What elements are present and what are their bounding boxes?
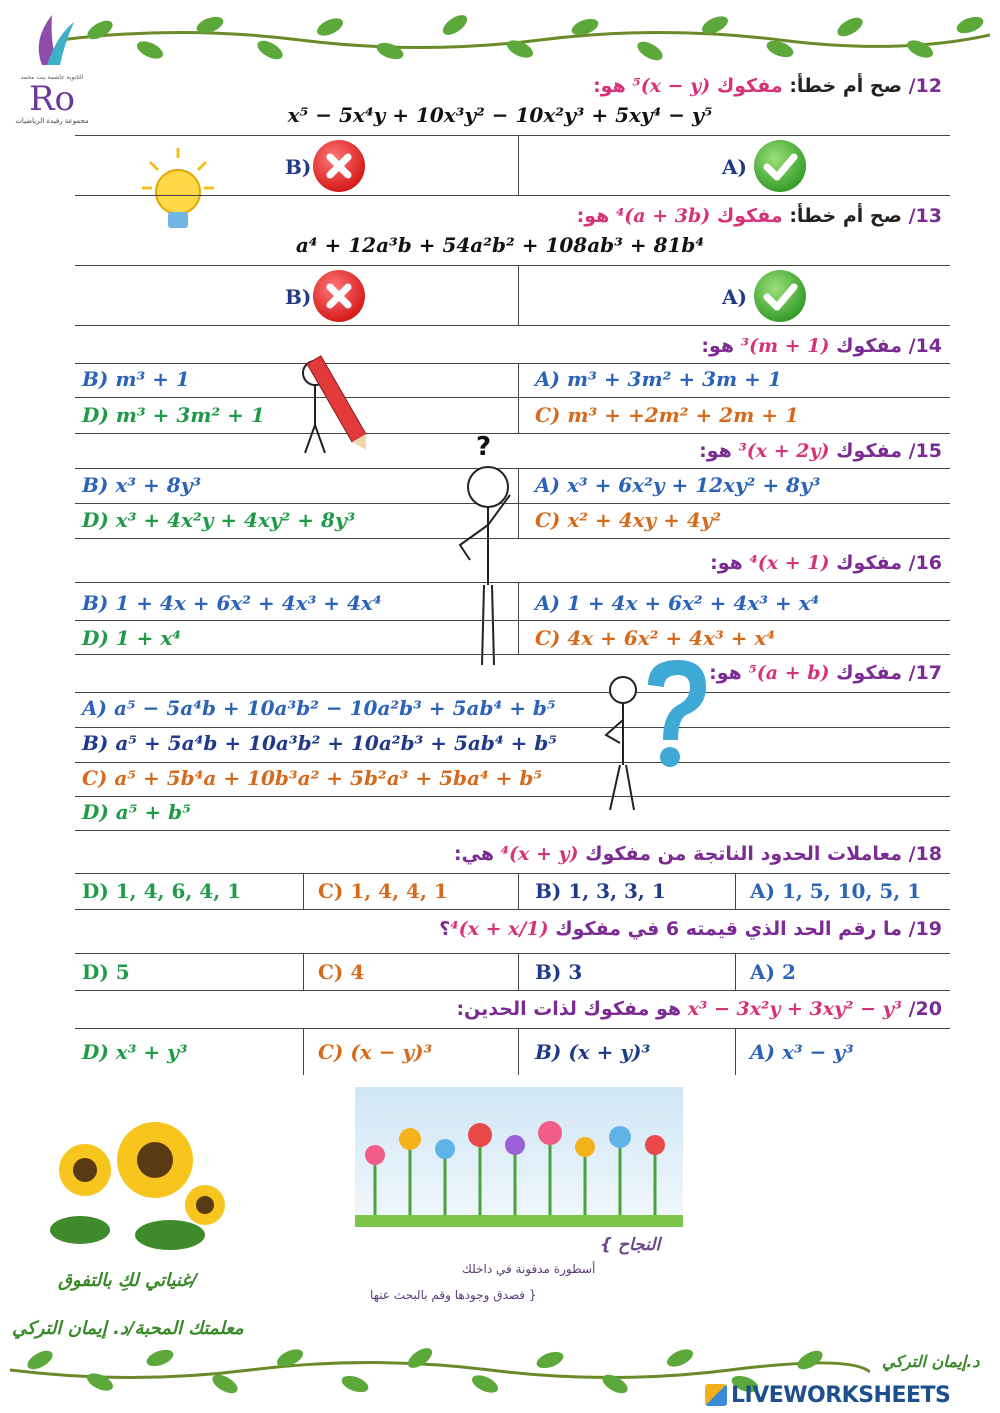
q12-prefix: صح أم خطأ: (789, 75, 902, 97)
divider (518, 873, 519, 909)
divider (75, 727, 950, 728)
q16-option-b[interactable]: B) 1 + 4x + 6x² + 4x³ + 4x⁴ (82, 591, 382, 615)
q12-expression: (x − y)⁵ (632, 75, 711, 97)
q15-option-b[interactable]: B) x³ + 8y³ (82, 473, 201, 497)
success-title: { النجاح (600, 1235, 661, 1255)
q18-text: معاملات الحدود الناتجة من مفكوك (585, 843, 902, 865)
divider (75, 195, 950, 196)
divider (75, 325, 950, 326)
question-15 (699, 440, 942, 462)
signature: د.إيمان التركي (882, 1352, 980, 1371)
success-line-1: أسطورة مدفونة في داخلك (462, 1262, 596, 1276)
divider (518, 582, 519, 654)
q12-option-a-label: A) (722, 155, 747, 179)
q20-option-b[interactable]: B) (x + y)³ (535, 1040, 651, 1064)
q14-option-a[interactable]: A) m³ + 3m² + 3m + 1 (535, 367, 782, 391)
divider (75, 953, 950, 954)
q20-text: هو مفكوك لذات الحدين: (456, 998, 682, 1020)
q16-option-d[interactable]: D) 1 + x⁴ (82, 626, 182, 650)
q12-middle: مفكوك (716, 75, 783, 97)
lightbulb-icon (138, 140, 218, 240)
q15-number: 15/ (908, 440, 942, 462)
divider (518, 1028, 519, 1075)
divider (75, 1028, 950, 1029)
sunflowers-image (30, 1110, 230, 1260)
q17-number: 17/ (908, 662, 942, 684)
school-logo (12, 10, 92, 150)
divider (75, 620, 950, 621)
q20-expression: x³ − 3x²y + 3xy² − y³ (687, 998, 902, 1020)
q16-expression: (1 + x)⁴ (749, 552, 830, 574)
q12-suffix: هو: (593, 75, 626, 97)
divider (735, 953, 736, 990)
q14-number: 14/ (908, 335, 942, 357)
q14-option-d[interactable]: D) m³ + 3m² + 1 (82, 403, 265, 427)
question-18 (454, 843, 942, 865)
true-check-icon[interactable] (754, 270, 806, 322)
divider (75, 830, 950, 831)
q20-number: 20/ (908, 998, 942, 1020)
q16-number: 16/ (908, 552, 942, 574)
q12-equation: x⁵ − 5x⁴y + 10x³y² − 10x²y³ + 5xy⁴ − y⁵ (287, 103, 713, 127)
divider (75, 363, 950, 364)
divider (735, 873, 736, 909)
q18-expression: (x + y)⁴ (500, 843, 579, 865)
q19-option-c[interactable]: C) 4 (318, 960, 365, 984)
pencil-figure-icon (290, 345, 380, 460)
divider (75, 873, 950, 874)
q14-option-c[interactable]: C) m³ + +2m² + 2m + 1 (535, 403, 799, 427)
q17-option-b[interactable]: B) a⁵ + 5a⁴b + 10a³b² + 10a²b³ + 5ab⁴ + b⁵ (82, 731, 558, 755)
q15-option-d[interactable]: D) x³ + 4x²y + 4xy² + 8y³ (82, 508, 356, 532)
divider (303, 873, 304, 909)
wish-text: غنياتي لكِ بالتفوق/ (58, 1270, 198, 1291)
q17-option-a[interactable]: A) a⁵ − 5a⁴b + 10a³b² − 10a²b³ + 5ab⁴ + b⁵ (82, 696, 556, 720)
q18-suffix: هي: (454, 843, 495, 865)
q20-option-d[interactable]: D) x³ + y³ (82, 1040, 188, 1064)
false-x-icon[interactable] (313, 140, 365, 192)
q19-option-d[interactable]: D) 5 (82, 960, 130, 984)
question-17 (709, 662, 942, 684)
thinking-figure-icon (440, 425, 530, 670)
q19-option-a[interactable]: A) 2 (750, 960, 796, 984)
q18-option-b[interactable]: B) 1, 3, 3, 1 (535, 879, 666, 903)
q17-middle: مفكوك (836, 662, 902, 684)
logo-top-caption: الثانوية عاشمة بنت محمد (20, 74, 84, 81)
q16-suffix: هو: (710, 552, 743, 574)
q12-number: 12/ (908, 75, 942, 97)
top-vine-decoration (60, 5, 990, 65)
q19-option-b[interactable]: B) 3 (535, 960, 583, 984)
liveworksheets-brand[interactable] (705, 1380, 950, 1410)
q14-option-b[interactable]: B) m³ + 1 (82, 367, 190, 391)
divider (735, 1028, 736, 1075)
q14-middle: مفكوك (836, 335, 902, 357)
question-14 (701, 335, 942, 357)
q17-suffix: هو: (709, 662, 742, 684)
true-check-icon[interactable] (754, 140, 806, 192)
divider (75, 135, 950, 136)
success-line-2: فصدق وجودها وقم بالبحث عنها } (370, 1288, 537, 1302)
q18-option-d[interactable]: D) 1, 4, 6, 4, 1 (82, 879, 242, 903)
q16-option-a[interactable]: A) 1 + 4x + 6x² + 4x³ + x⁴ (535, 591, 820, 615)
question-12 (593, 75, 942, 97)
q20-option-a[interactable]: A) x³ − y³ (750, 1040, 854, 1064)
divider (75, 909, 950, 910)
q16-option-c[interactable]: C) 4x + 6x² + 4x³ + x⁴ (535, 626, 776, 650)
divider (75, 762, 950, 763)
q14-expression: (m + 1)³ (740, 335, 830, 357)
question-20 (456, 998, 942, 1020)
logo-emblem-icon (12, 10, 92, 70)
q13-middle: مفكوك (716, 205, 783, 227)
divider (75, 796, 950, 797)
q17-option-c[interactable]: C) a⁵ + 5b⁴a + 10b³a² + 5b²a³ + 5ba⁴ + b⁵ (82, 766, 543, 790)
q18-option-c[interactable]: C) 1, 4, 4, 1 (318, 879, 448, 903)
divider (303, 953, 304, 990)
q20-option-c[interactable]: C) (x − y)³ (318, 1040, 433, 1064)
question-mark-figure-icon (598, 655, 708, 815)
q13-suffix: هو: (576, 205, 610, 227)
divider (518, 363, 519, 433)
divider (75, 692, 950, 693)
q17-expression: (a + b)⁵ (748, 662, 830, 684)
q15-option-a[interactable]: A) x³ + 6x²y + 12xy² + 8y³ (535, 473, 821, 497)
q19-expression: (1/x + x)⁴ (450, 918, 549, 940)
divider (75, 582, 950, 583)
q15-expression: (x + 2y)³ (738, 440, 830, 462)
q13-option-a-label: A) (722, 285, 747, 309)
divider (518, 953, 519, 990)
q19-suffix: ؟ (439, 918, 451, 940)
success-banner (355, 1087, 683, 1227)
q19-number: 19/ (908, 918, 942, 940)
divider (303, 1028, 304, 1075)
brand-text: LIVEWORKSHEETS (731, 1382, 951, 1408)
q13-number: 13/ (908, 205, 942, 227)
divider (518, 265, 519, 325)
q17-option-d[interactable]: D) a⁵ + b⁵ (82, 800, 191, 824)
question-16 (710, 552, 942, 574)
question-19 (439, 918, 942, 940)
q12-option-b-label: B) (285, 155, 312, 179)
question-13 (577, 205, 942, 227)
q15-suffix: هو: (699, 440, 732, 462)
q13-option-b-label: B) (285, 285, 312, 309)
flower-row-image (355, 1087, 683, 1227)
q13-equation: a⁴ + 12a³b + 54a²b² + 108ab³ + 81b⁴ (295, 233, 705, 257)
q16-middle: مفكوك (836, 552, 902, 574)
q15-middle: مفكوك (836, 440, 902, 462)
liveworksheets-logo-icon (705, 1384, 727, 1406)
q18-number: 18/ (908, 843, 942, 865)
q13-expression: (a + 3b)⁴ (615, 205, 711, 227)
q13-prefix: صح أم خطأ: (789, 205, 902, 227)
divider (75, 990, 950, 991)
logo-caption: مجموعة رفيدة الرياضيات (15, 117, 89, 125)
divider (75, 397, 950, 398)
q14-suffix: هو: (701, 335, 735, 357)
q18-option-a[interactable]: A) 1, 5, 10, 5, 1 (750, 879, 922, 903)
divider (75, 654, 950, 655)
q19-text: ما رقم الحد الذي قيمته 6 في مفكوك (555, 918, 902, 940)
q15-option-c[interactable]: C) x² + 4xy + 4y² (535, 508, 722, 532)
svg-text:?: ? (476, 432, 492, 462)
divider (518, 135, 519, 195)
teacher-text: معلمتك المحبة/د. إيمان التركي (12, 1318, 244, 1339)
logo-letters: Ro (28, 79, 76, 119)
false-x-icon[interactable] (313, 270, 365, 322)
divider (75, 265, 950, 266)
